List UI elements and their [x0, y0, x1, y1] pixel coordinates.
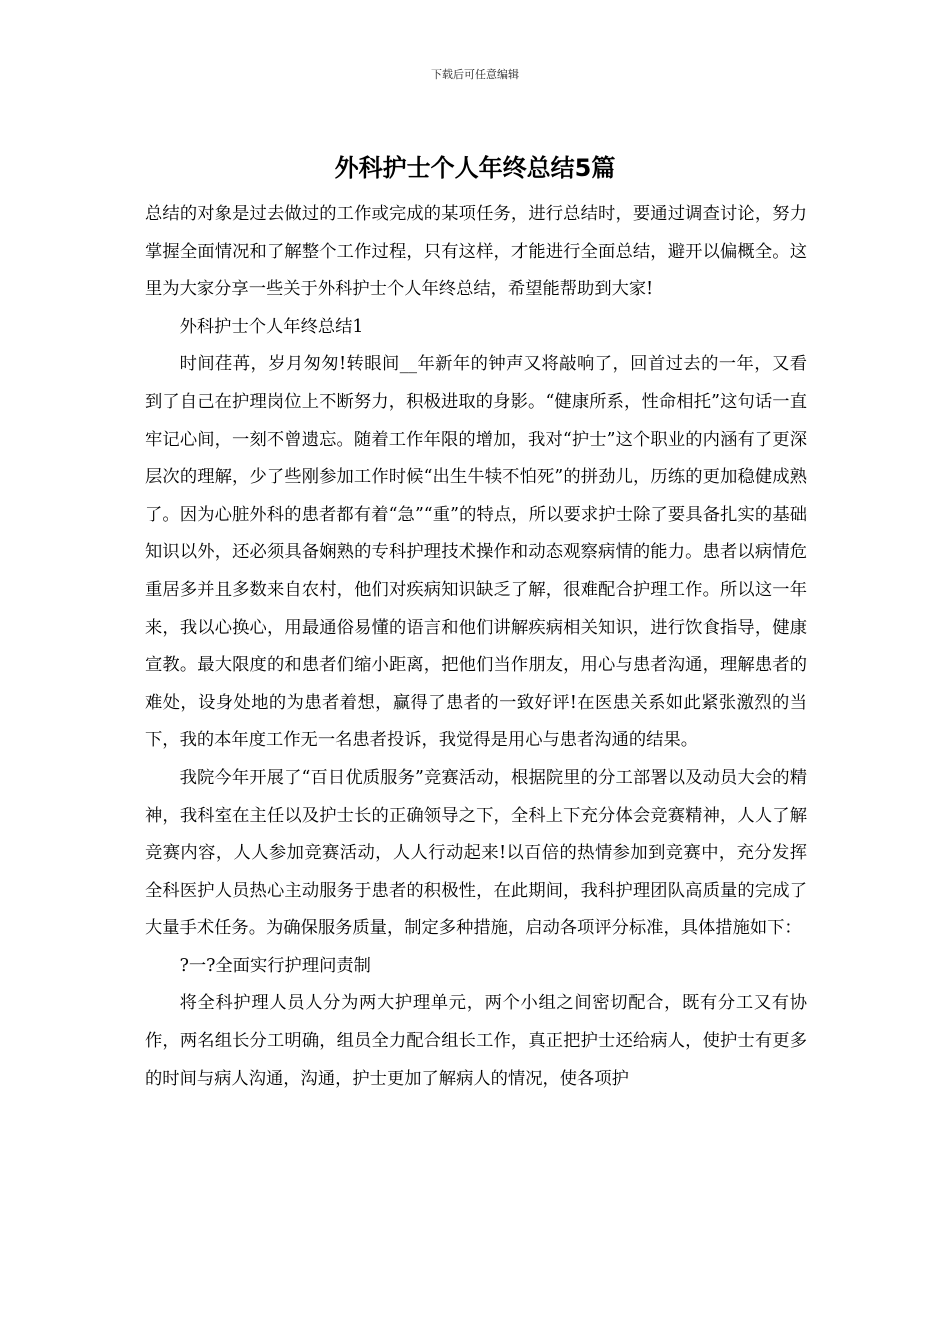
document-title: 外科护士个人年终总结5篇: [334, 154, 616, 182]
document-body: [145, 196, 807, 1098]
body-paragraph: 将全科护理人员人分为两大护理单元，两个小组之间密切配合，既有分工又有协作，两名组长分工明确，组员全力配合组长工作，真正把护士还给病人，使护士有更多的时间与病人沟通，沟通，护士更加了解病人的情况，使各项护: [145, 993, 807, 1089]
intro-paragraph: 总结的对象是过去做过的工作或完成的某项任务，进行总结时，要通过调查讨论，努力掌握全面情况和了解整个工作过程，只有这样，才能进行全面总结，避开以偏概全。这里为大家分享一些关于外科护士个人年终总结，希望能帮助到大家!: [145, 204, 807, 300]
section-heading: 外科护士个人年终总结1: [179, 316, 364, 337]
subsection-heading: ?一?全面实行护理问责制: [179, 955, 371, 976]
body-paragraph: 时间荏苒，岁月匆匆!转眼间__年新年的钟声又将敲响了，回首过去的一年，又看到了自己在护理岗位上不断努力，积极进取的身影。“健康所系，性命相托”这句话一直牢记心间，一刻不曾遗忘。随着工作年限的增加，我对“护士”这个职业的内涵有了更深层次的理解，少了些刚参加工作时候“出生牛犊不怕死”的拼劲儿，历练的更加稳健成熟了。因为心脏外科的患者都有着“急”“重”的特点，所以要求护士除了要具备扎实的基础知识以外，还必须具备娴熟的专科护理技术操作和动态观察病情的能力。患者以病情危重居多并且多数来自农村，他们对疾病知识缺乏了解，很难配合护理工作。所以这一年来，我以心换心，用最通俗易懂的语言和他们讲解疾病相关知识，进行饮食指导，健康宣教。最大限度的和患者们缩小距离，把他们当作朋友，用心与患者沟通，理解患者的难处，设身处地的为患者着想，赢得了患者的一致好评!在医患关系如此紧张激烈的当下，我的本年度工作无一名患者投诉，我觉得是用心与患者沟通的结果。: [145, 354, 807, 751]
body-paragraph: 我院今年开展了“百日优质服务”竞赛活动，根据院里的分工部署以及动员大会的精神，我科室在主任以及护士长的正确领导之下，全科上下充分体会竞赛精神，人人了解竞赛内容，人人参加竞赛活动，人人行动起来!以百倍的热情参加到竞赛中，充分发挥全科医护人员热心主动服务于患者的积极性，在此期间，我科护理团队高质量的完成了大量手术任务。为确保服务质量，制定多种措施，启动各项评分标准，具体措施如下：: [145, 767, 807, 939]
header-note: 下载后可任意编辑: [431, 68, 519, 81]
